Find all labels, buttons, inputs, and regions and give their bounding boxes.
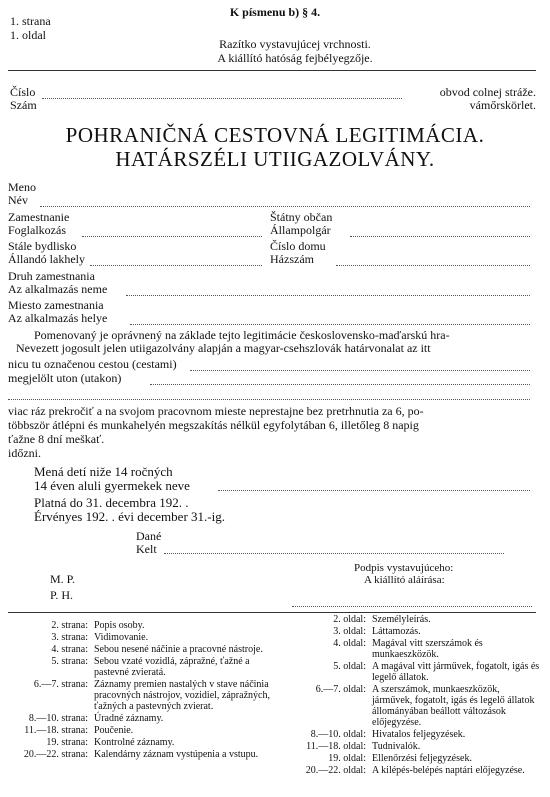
route-field-3[interactable] bbox=[8, 399, 530, 400]
children-field[interactable] bbox=[218, 490, 530, 491]
field-residence-sk: Stále bydlisko bbox=[8, 239, 77, 253]
stamp-label-hu: A kiállító hatóság fejbélyegzője. bbox=[217, 51, 373, 65]
legend-text: A szerszámok, munkaeszközök, járművek, fogatolt, igás és legelő állatok állományában beállott változások előjegyzése. bbox=[372, 684, 535, 728]
legend-text: Sebou nesené náčinie a pracovné nástroje. bbox=[94, 644, 263, 655]
legend-item bbox=[282, 684, 542, 728]
legend-item bbox=[282, 661, 542, 683]
field-name-sk: Meno bbox=[8, 180, 36, 194]
legend-item bbox=[8, 679, 270, 712]
body-line-1: Pomenovaný je oprávnený na základe tejto legitimácie československo-maďarskú hra- bbox=[34, 328, 450, 342]
legend-item bbox=[282, 729, 542, 740]
legend-text: A kilépés-belépés naptári előjegyzése. bbox=[372, 765, 525, 776]
legend-key: 6.—7. strana: bbox=[33, 679, 88, 690]
body-line-4: megjelölt uton (utakon) bbox=[8, 371, 122, 385]
legend-item bbox=[8, 644, 270, 655]
page-number-hu: 1. oldal bbox=[10, 28, 46, 42]
district-label-hu: vámőrskörlet. bbox=[469, 98, 536, 112]
page-number-sk: 1. strana bbox=[10, 14, 51, 28]
legend-item bbox=[8, 620, 270, 631]
legend-item bbox=[8, 725, 270, 736]
legend-text: Úradné záznamy. bbox=[94, 713, 164, 724]
route-field-1[interactable] bbox=[190, 370, 530, 371]
children-label-hu: 14 éven aluli gyermekek neve bbox=[34, 478, 190, 493]
legend-item bbox=[282, 741, 542, 752]
body-line-8: időzni. bbox=[8, 446, 41, 460]
legend-item bbox=[282, 765, 542, 776]
legend-text: Hivatalos feljegyzések. bbox=[372, 729, 466, 740]
field-name-hu: Név bbox=[8, 193, 28, 207]
body-line-6: többször átlépni és munkahelyén megszakítás nélkül egyfolytában 6, illetőleg 8 napig bbox=[8, 418, 419, 432]
house-number-field[interactable] bbox=[336, 265, 530, 266]
seal-label-sk: M. P. bbox=[50, 572, 76, 586]
route-field-2[interactable] bbox=[150, 384, 530, 385]
legend-item bbox=[282, 614, 542, 625]
legend-key: 5. strana: bbox=[51, 656, 88, 667]
validity-hu: Érvényes 192. . évi december 31.-ig. bbox=[34, 509, 225, 524]
legend-item bbox=[282, 638, 542, 660]
legend-key: 8.—10. strana: bbox=[28, 713, 88, 724]
legend-key: 3. strana: bbox=[51, 632, 88, 643]
field-occupation-hu: Foglalkozás bbox=[8, 223, 66, 237]
field-job-place-sk: Miesto zamestnania bbox=[8, 298, 104, 312]
legend-key: 5. oldal: bbox=[333, 661, 366, 672]
legend-item bbox=[282, 626, 542, 637]
legend-text: A magával vitt járművek, fogatolt, igás és legelő állatok. bbox=[372, 661, 540, 683]
number-label-sk: Číslo bbox=[10, 85, 36, 99]
legend-item bbox=[8, 632, 270, 643]
field-house-number-sk: Číslo domu bbox=[270, 239, 326, 253]
legend-item bbox=[8, 737, 270, 748]
body-line-7: ťažne 8 dní meškať. bbox=[8, 432, 105, 446]
given-label-sk: Dané bbox=[136, 529, 162, 543]
given-label-hu: Kelt bbox=[136, 542, 157, 556]
legend-key: 4. strana: bbox=[51, 644, 88, 655]
legend-item bbox=[8, 656, 270, 678]
legend-key: 2. strana: bbox=[51, 620, 88, 631]
legend-left bbox=[8, 620, 270, 761]
signature-field[interactable] bbox=[292, 606, 532, 607]
legend-rule bbox=[8, 612, 536, 613]
citizenship-field[interactable] bbox=[350, 236, 530, 237]
legend-key: 3. oldal: bbox=[333, 626, 366, 637]
signature-label-hu: A kiállító aláírása: bbox=[364, 574, 445, 586]
legend-text: Záznamy premien nastalých v stave náčinia pracovných nástrojov, vozidiel, zápražných, ťažných a pastevných zvierat. bbox=[94, 679, 270, 712]
title-hu: HATÁRSZÉLI UTIIGAZOLVÁNY. bbox=[115, 147, 435, 171]
field-citizenship-sk: Štátny občan bbox=[270, 210, 333, 224]
legend-key: 11.—18. strana: bbox=[24, 725, 88, 736]
title-sk: POHRANIČNÁ CESTOVNÁ LEGITIMÁCIA. bbox=[65, 123, 485, 147]
field-house-number-hu: Házszám bbox=[270, 252, 314, 266]
field-citizenship-hu: Állampolgár bbox=[270, 223, 331, 237]
legend-item bbox=[8, 713, 270, 724]
form-reference: K písmenu b) § 4. bbox=[229, 5, 321, 19]
legend-text: Ellenőrzési feljegyzések. bbox=[372, 753, 472, 764]
legend-key: 19. oldal: bbox=[328, 753, 366, 764]
legend-text: Popis osoby. bbox=[94, 620, 145, 631]
field-residence-hu: Állandó lakhely bbox=[8, 252, 85, 266]
legend-right bbox=[282, 614, 542, 777]
job-place-field[interactable] bbox=[130, 324, 530, 325]
seal-label-hu: P. H. bbox=[50, 588, 74, 602]
field-occupation-sk: Zamestnanie bbox=[8, 210, 70, 224]
legend-text: Magával vitt szerszámok és munkaeszközök. bbox=[372, 638, 483, 660]
number-label-hu: Szám bbox=[10, 98, 37, 112]
legend-text: Kontrolné záznamy. bbox=[94, 737, 175, 748]
name-field[interactable] bbox=[40, 206, 530, 207]
signature-label-sk: Podpis vystavujúceho: bbox=[354, 562, 454, 574]
legend-text: Láttamozás. bbox=[372, 626, 421, 637]
legend-key: 4. oldal: bbox=[333, 638, 366, 649]
legend-text: Személyleírás. bbox=[372, 614, 431, 625]
header-rule bbox=[8, 70, 536, 71]
legend-key: 20.—22. strana: bbox=[23, 749, 88, 760]
field-job-kind-hu: Az alkalmazás neme bbox=[8, 282, 108, 296]
given-field[interactable] bbox=[164, 553, 504, 554]
legend-text: Vidimovanie. bbox=[94, 632, 149, 643]
body-line-2: Nevezett jogosult jelen utiigazolvány alapján a magyar-csehszlovák határvonalat az itt bbox=[16, 341, 431, 355]
legend-key: 6.—7. oldal: bbox=[315, 684, 366, 695]
legend-key: 19. strana: bbox=[46, 737, 88, 748]
legend-text: Kalendárny záznam vystúpenia a vstupu. bbox=[94, 749, 259, 760]
legend-text: Tudnivalók. bbox=[372, 741, 421, 752]
legend-text: Poučenie. bbox=[94, 725, 134, 736]
legend-item bbox=[8, 749, 270, 760]
stamp-label-sk: Razítko vystavujúcej vrchnosti. bbox=[219, 37, 371, 51]
legend-key: 11.—18. oldal: bbox=[306, 741, 366, 752]
occupation-field[interactable] bbox=[82, 236, 262, 237]
legend-item bbox=[282, 753, 542, 764]
body-line-3: nicu tu označenou cestou (cestami) bbox=[8, 357, 177, 371]
district-label-sk: obvod colnej stráže. bbox=[439, 85, 536, 99]
legend-text: Sebou vzaté vozidlá, zápražné, ťažné a pastevné zvieratá. bbox=[94, 656, 250, 678]
field-job-kind-sk: Druh zamestnania bbox=[8, 269, 95, 283]
children-label-sk: Mená detí nižе 14 ročných bbox=[34, 464, 173, 479]
residence-field[interactable] bbox=[90, 265, 262, 266]
legend-key: 20.—22. oldal: bbox=[305, 765, 366, 776]
job-kind-field[interactable] bbox=[126, 295, 530, 296]
legend-key: 2. oldal: bbox=[333, 614, 366, 625]
legend-key: 8.—10. oldal: bbox=[310, 729, 366, 740]
field-job-place-hu: Az alkalmazás helye bbox=[8, 311, 108, 325]
body-line-5: viac ráz prekročiť a na svojom pracovnom mieste neprestajne bez pretrhnutia za 6, po- bbox=[8, 404, 424, 418]
validity-sk: Platná do 31. decembra 192. . bbox=[34, 495, 189, 510]
